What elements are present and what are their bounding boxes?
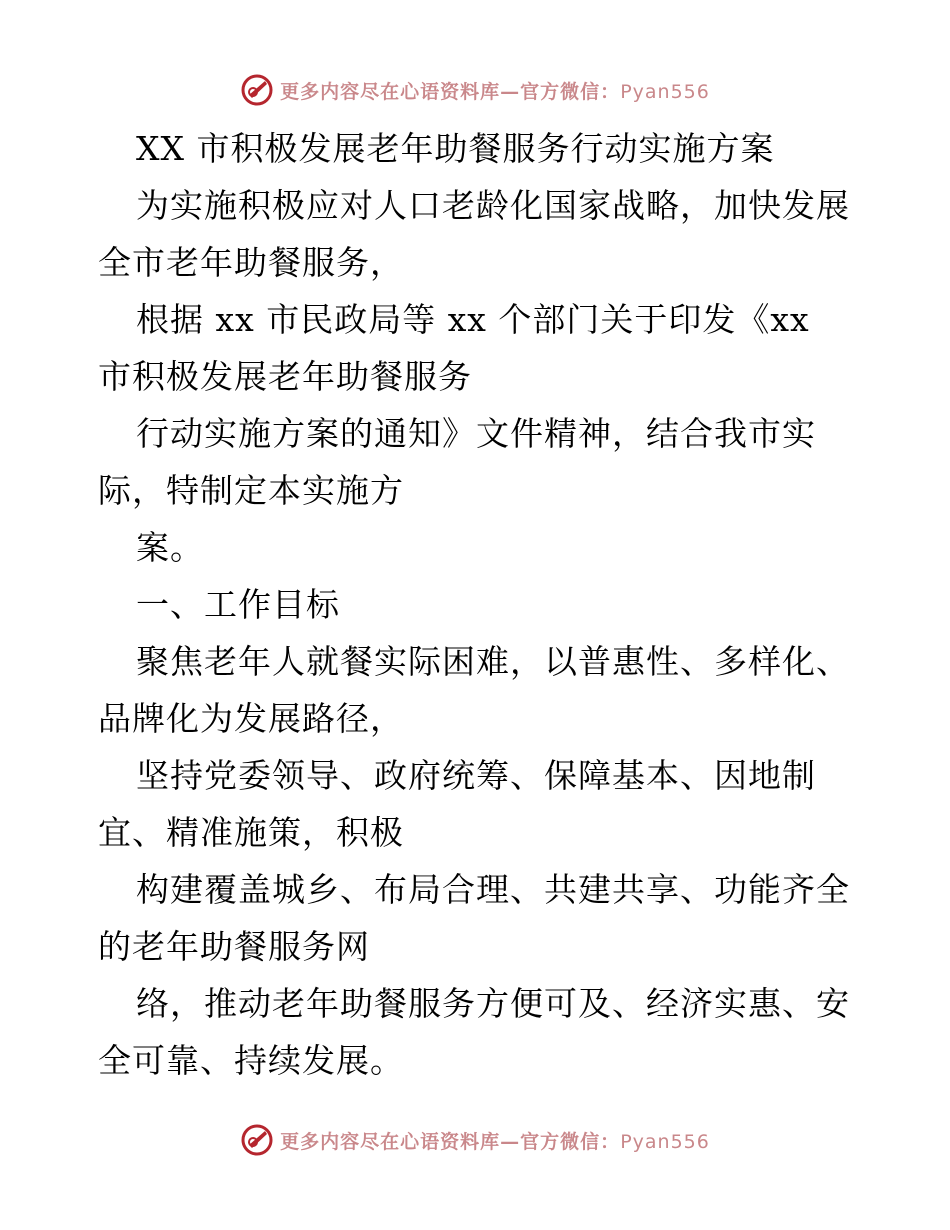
watermark-wechat-id: Pyan556	[620, 1130, 710, 1153]
watermark-separator: —	[500, 1130, 521, 1153]
watermark-wechat-label: 官方微信：	[520, 1130, 621, 1153]
brand-logo-icon	[240, 1123, 274, 1157]
text-line: 案。	[136, 528, 204, 567]
text-line: 坚持党委领导、政府统筹、保障基本、因地制	[136, 756, 816, 795]
text-line: 行动实施方案的通知》文件精神，结合我市实	[136, 414, 816, 453]
text-line: 全市老年助餐服务，	[98, 243, 404, 282]
footer-watermark	[0, 1120, 950, 1160]
text-line: 聚焦老年人就餐实际困难，以普惠性、多样化、	[136, 642, 850, 681]
text-line: 宜、精准施策，积极	[98, 813, 404, 852]
text-line: 构建覆盖城乡、布局合理、共建共享、功能齐全	[136, 870, 850, 909]
watermark-wechat-label: 官方微信：	[520, 80, 621, 103]
text-line: XX 市积极发展老年助餐服务行动实施方案	[136, 129, 775, 168]
watermark-brand: 更多内容尽在心语资料库	[280, 1130, 501, 1153]
document-body	[98, 120, 858, 1089]
watermark-wechat-id: Pyan556	[620, 80, 710, 103]
text-line: 全可靠、持续发展。	[98, 1041, 404, 1080]
text-line: 根据 xx 市民政局等 xx 个部门关于印发《xx	[136, 300, 810, 339]
text-line: 市积极发展老年助餐服务	[98, 357, 472, 396]
text-line: 为实施积极应对人口老龄化国家战略，加快发展	[136, 186, 850, 225]
text-line: 品牌化为发展路径，	[98, 699, 404, 738]
text-line: 的老年助餐服务网	[98, 927, 370, 966]
header-watermark	[0, 70, 950, 110]
text-line: 络，推动老年助餐服务方便可及、经济实惠、安	[136, 984, 850, 1023]
brand-logo-icon	[240, 73, 274, 107]
text-line: 际，特制定本实施方	[98, 471, 404, 510]
watermark-text	[280, 1127, 710, 1154]
text-line: 一、工作目标	[136, 585, 340, 624]
watermark-text	[280, 77, 710, 104]
watermark-separator: —	[500, 80, 521, 103]
watermark-brand: 更多内容尽在心语资料库	[280, 80, 501, 103]
